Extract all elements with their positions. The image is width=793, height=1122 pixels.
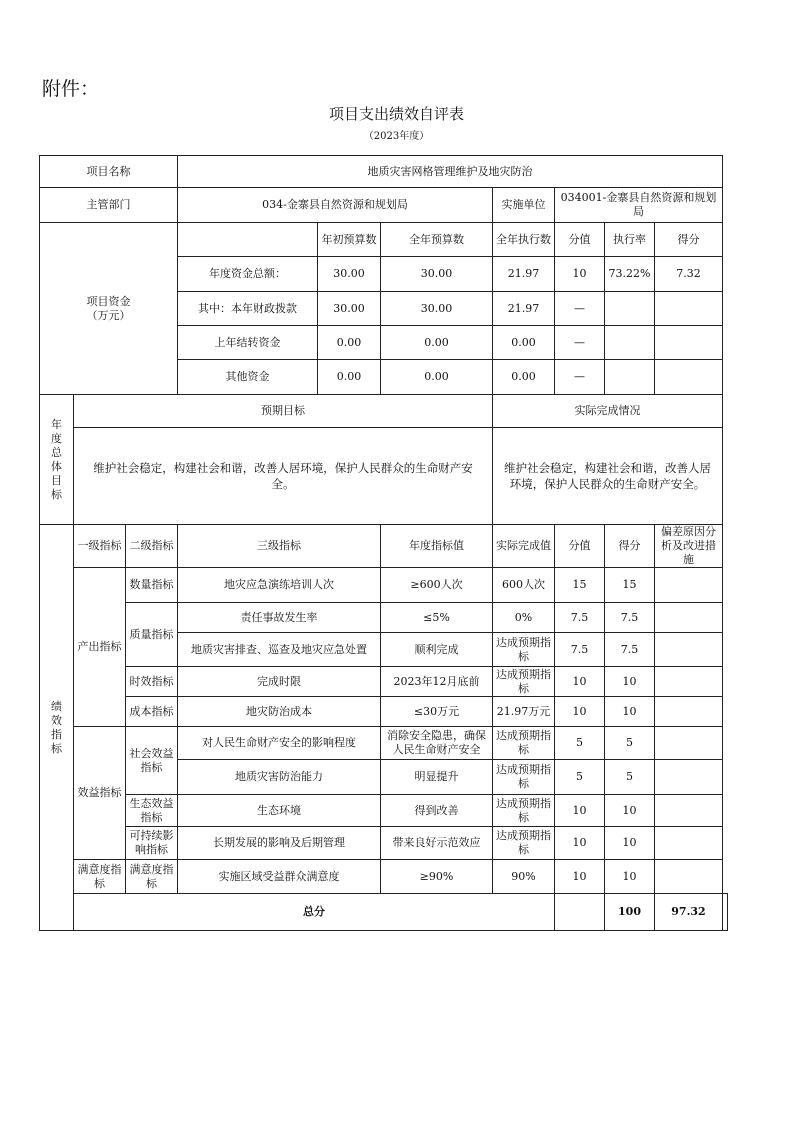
vertical-label-char: 度: [51, 431, 62, 445]
indicator-target: 顺利完成: [381, 633, 493, 667]
indicator-score: 10: [605, 827, 655, 860]
indicator-score: 5: [605, 727, 655, 760]
indicator-actual: 达成预期指标: [493, 667, 555, 697]
indicator-target: ≤30万元: [381, 697, 493, 727]
subgroup-quality: 质量指标: [126, 603, 178, 667]
indicator-target: 2023年12月底前: [381, 667, 493, 697]
indicator-score: 7.5: [605, 633, 655, 667]
indicator-value: 7.5: [555, 603, 605, 633]
indicator-score: 10: [605, 697, 655, 727]
fund-row-rate: [605, 292, 655, 326]
header-score-value: 分值: [555, 223, 605, 257]
indicator-target: 得到改善: [381, 795, 493, 827]
indicator-analysis: [655, 667, 723, 697]
goals-section-label: [40, 395, 74, 525]
attachment-label: 附件：: [42, 78, 100, 100]
fund-row-exec: 0.00: [493, 360, 555, 395]
vertical-label-char: 体: [51, 459, 62, 473]
group-benefit: 效益指标: [74, 727, 126, 860]
fund-row-annual: 30.00: [381, 257, 493, 292]
fund-row-rate: [605, 326, 655, 360]
indicator-score: 15: [605, 568, 655, 603]
indicator-analysis: [655, 697, 723, 727]
indicator-score: 10: [605, 667, 655, 697]
indicator-value: 10: [555, 827, 605, 860]
indicator-analysis: [655, 760, 723, 795]
indicator-actual: 达成预期指标: [493, 760, 555, 795]
subgroup-cost: 成本指标: [126, 697, 178, 727]
header-score: 得分: [605, 525, 655, 568]
indicator-analysis: [655, 860, 723, 894]
goals-expected-text: 维护社会稳定，构建社会和谐，改善人居环境，保护人民群众的生命财产安全。: [74, 428, 493, 525]
subgroup-social: 社会效益指标: [126, 727, 178, 795]
indicator-target: 带来良好示范效应: [381, 827, 493, 860]
indicator-actual: 21.97万元: [493, 697, 555, 727]
indicator-actual: 600人次: [493, 568, 555, 603]
indicator-value: 5: [555, 727, 605, 760]
indicator-score: 7.5: [605, 603, 655, 633]
fund-row-label: 其他资金: [178, 360, 318, 395]
header-level1: 一级指标: [74, 525, 126, 568]
goals-expected-header: 预期目标: [74, 395, 493, 428]
indicator-name: 完成时限: [178, 667, 381, 697]
indicator-analysis: [655, 727, 723, 760]
header-annual-budget: 全年预算数: [381, 223, 493, 257]
indicator-target: 消除安全隐患，确保人民生命财产安全: [381, 727, 493, 760]
header-level2: 二级指标: [126, 525, 178, 568]
subgroup-timeliness: 时效指标: [126, 667, 178, 697]
indicator-actual: 达成预期指标: [493, 795, 555, 827]
header-actual: 实际完成值: [493, 525, 555, 568]
indicator-target: ≥90%: [381, 860, 493, 894]
indicators-section-label: [40, 525, 74, 931]
indicator-name: 生态环境: [178, 795, 381, 827]
vertical-label-char: 标: [51, 487, 62, 501]
fund-row-label: 其中：本年财政拨款: [178, 292, 318, 326]
fund-row-score: [655, 292, 723, 326]
indicator-name: 责任事故发生率: [178, 603, 381, 633]
total-label: 总分: [74, 894, 555, 931]
indicator-score: 5: [605, 760, 655, 795]
funds-section-label: [40, 223, 178, 395]
fund-row-label: 上年结转资金: [178, 326, 318, 360]
fund-row-score: [655, 360, 723, 395]
indicator-analysis: [655, 633, 723, 667]
indicator-name: 实施区域受益群众满意度: [178, 860, 381, 894]
fund-row-label: 年度资金总额：: [178, 257, 318, 292]
indicator-value: 10: [555, 795, 605, 827]
indicator-name: 地质灾害防治能力: [178, 760, 381, 795]
indicator-name: 地质灾害排查、巡查及地灾应急处置: [178, 633, 381, 667]
indicator-actual: 达成预期指标: [493, 633, 555, 667]
fund-row-annual: 0.00: [381, 326, 493, 360]
fund-row-exec: 0.00: [493, 326, 555, 360]
fund-row-score: [655, 326, 723, 360]
indicator-name: 对人民生命财产安全的影响程度: [178, 727, 381, 760]
indicator-actual: 0%: [493, 603, 555, 633]
subgroup-satisfaction: 满意度指标: [126, 860, 178, 894]
fund-row-exec: 21.97: [493, 292, 555, 326]
fund-row-exec: 21.97: [493, 257, 555, 292]
indicator-actual: 达成预期指标: [493, 727, 555, 760]
page-title: 项目支出绩效自评表: [328, 105, 464, 123]
vertical-label-char: 年: [51, 417, 62, 431]
indicator-analysis: [655, 568, 723, 603]
fund-row-initial: 0.00: [318, 360, 381, 395]
header-score: 得分: [655, 223, 723, 257]
impl-value: 034001-金寨县自然资源和规划局: [555, 188, 723, 223]
indicator-name: 地灾防治成本: [178, 697, 381, 727]
indicator-target: ≤5%: [381, 603, 493, 633]
indicator-actual: 达成预期指标: [493, 827, 555, 860]
subgroup-quantity: 数量指标: [126, 568, 178, 603]
indicator-value: 10: [555, 860, 605, 894]
subgroup-ecological: 生态效益指标: [126, 795, 178, 827]
funds-unit: （万元）: [86, 308, 131, 322]
project-name-label: 项目名称: [40, 156, 178, 188]
fund-row-value: —: [555, 326, 605, 360]
indicator-analysis: [655, 827, 723, 860]
goals-actual-text: 维护社会稳定，构建社会和谐，改善人居环境，保护人民群众的生命财产安全。: [493, 428, 723, 525]
vertical-label-char: 总: [51, 445, 62, 459]
fund-row-initial: 0.00: [318, 326, 381, 360]
indicator-analysis: [655, 795, 723, 827]
fund-row-initial: 30.00: [318, 292, 381, 326]
total-value: 100: [605, 894, 655, 931]
indicator-score: 10: [605, 795, 655, 827]
dept-label: 主管部门: [40, 188, 178, 223]
dept-value: 034-金寨县自然资源和规划局: [178, 188, 493, 223]
fund-row-initial: 30.00: [318, 257, 381, 292]
page-subtitle-year: （2023年度）: [363, 131, 430, 142]
indicator-value: 15: [555, 568, 605, 603]
total-score: 97.32: [655, 894, 723, 931]
project-name-value: 地质灾害网格管理维护及地灾防治: [178, 156, 723, 188]
fund-row-annual: 30.00: [381, 292, 493, 326]
indicator-target: ≥600人次: [381, 568, 493, 603]
fund-row-rate: [605, 360, 655, 395]
header-annual-exec: 全年执行数: [493, 223, 555, 257]
fund-row-score: 7.32: [655, 257, 723, 292]
header-level3: 三级指标: [178, 525, 381, 568]
indicator-score: 10: [605, 860, 655, 894]
indicators-label: [42, 700, 71, 756]
header-exec-rate: 执行率: [605, 223, 655, 257]
header-initial-budget: 年初预算数: [318, 223, 381, 257]
indicator-value: 7.5: [555, 633, 605, 667]
indicator-value: 10: [555, 697, 605, 727]
header-analysis: 偏差原因分析及改进措施: [655, 525, 723, 568]
fund-row-value: —: [555, 360, 605, 395]
funds-header-blank: [178, 223, 318, 257]
indicator-target: 明显提升: [381, 760, 493, 795]
goals-label: [42, 418, 71, 502]
indicator-name: 长期发展的影响及后期管理: [178, 827, 381, 860]
group-satisfaction: 满意度指标: [74, 860, 126, 894]
fund-row-rate: 73.22%: [605, 257, 655, 292]
funds-label: 项目资金: [86, 294, 131, 308]
total-analysis-blank: [723, 894, 728, 931]
impl-label: 实施单位: [493, 188, 555, 223]
goals-actual-header: 实际完成情况: [493, 395, 723, 428]
vertical-label-char: 目: [51, 473, 62, 487]
vertical-label-char: 效: [51, 713, 62, 727]
indicator-name: 地灾应急演练培训人次: [178, 568, 381, 603]
indicator-actual: 90%: [493, 860, 555, 894]
fund-row-value: 10: [555, 257, 605, 292]
subgroup-sustainable: 可持续影响指标: [126, 827, 178, 860]
indicator-value: 10: [555, 667, 605, 697]
vertical-label-char: 绩: [51, 699, 62, 713]
vertical-label-char: 标: [51, 741, 62, 755]
total-blank: [555, 894, 605, 931]
vertical-label-char: 指: [51, 727, 62, 741]
indicator-analysis: [655, 603, 723, 633]
group-output: 产出指标: [74, 568, 126, 727]
performance-table: [39, 155, 728, 931]
fund-row-value: —: [555, 292, 605, 326]
header-target: 年度指标值: [381, 525, 493, 568]
fund-row-annual: 0.00: [381, 360, 493, 395]
indicator-value: 5: [555, 760, 605, 795]
header-value: 分值: [555, 525, 605, 568]
